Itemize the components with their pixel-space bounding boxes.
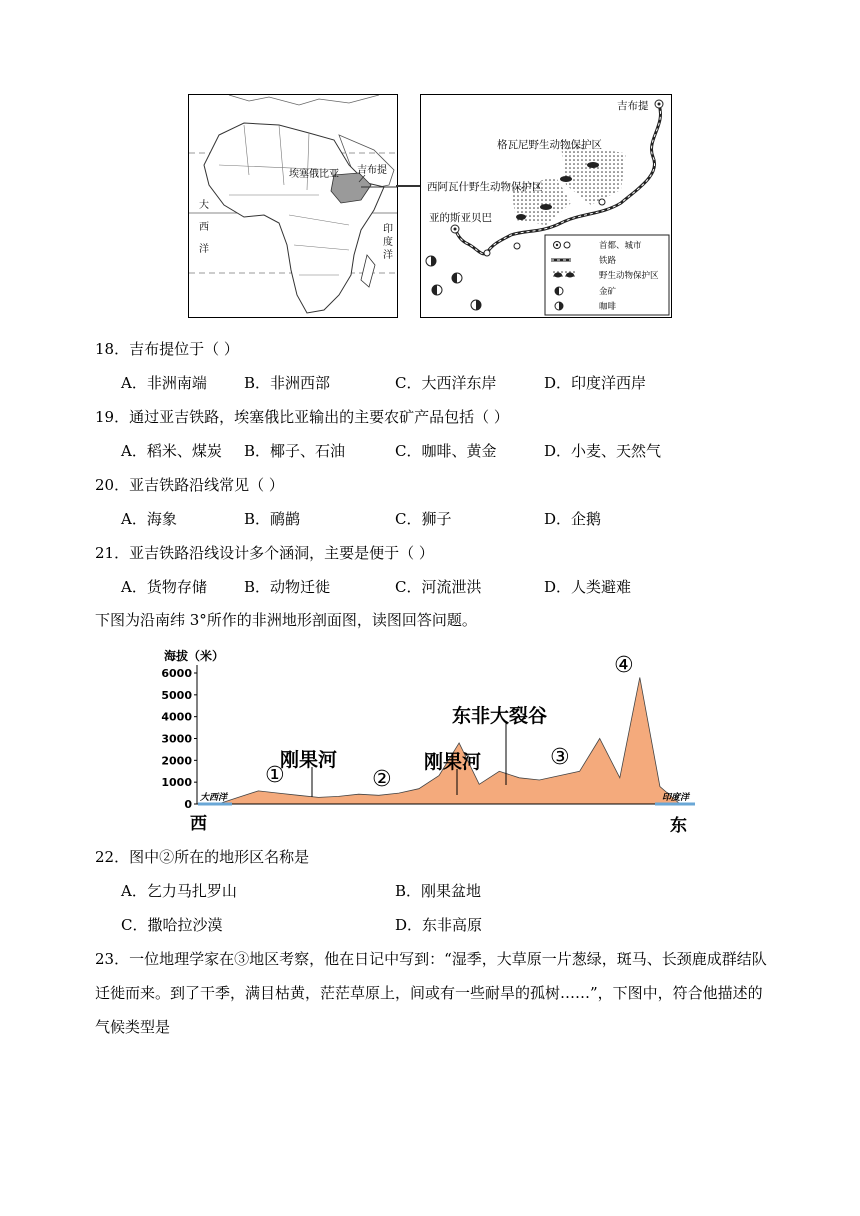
railway-inset-drawing xyxy=(421,95,671,317)
option-a[interactable]: A．非洲南端 xyxy=(121,374,207,392)
ethiopia-label: 埃塞俄比亚 xyxy=(289,169,339,180)
question-number: 23． xyxy=(95,950,130,968)
legend-reserve-label: 野生动物保护区 xyxy=(599,271,659,281)
atlantic-ocean-label xyxy=(199,195,209,261)
mark-1: ① xyxy=(265,763,285,788)
question-21 xyxy=(95,542,434,563)
question-number: 19． xyxy=(95,408,130,426)
y-tick-label: 2000 xyxy=(161,754,192,768)
indian-char: 洋 xyxy=(383,250,393,261)
question-number: 20． xyxy=(95,476,130,494)
option-a[interactable]: A．稻米、煤炭 xyxy=(121,442,222,460)
option-c[interactable]: C．咖啡、黄金 xyxy=(395,442,497,460)
rift-valley-label: 东非大裂谷 xyxy=(452,705,548,727)
y-tick-label: 4000 xyxy=(161,710,192,724)
addis-ababa-label: 亚的斯亚贝巴 xyxy=(429,212,492,224)
mark-4: ④ xyxy=(614,653,634,678)
indian-char: 印 xyxy=(383,224,393,235)
congo-river-label-2: 刚果河 xyxy=(424,751,482,773)
option-b[interactable]: B．椰子、石油 xyxy=(244,442,346,460)
question-stem: 亚吉铁路沿线常见（ ） xyxy=(129,476,284,494)
option-b[interactable]: B．动物迁徙 xyxy=(244,578,331,596)
legend-city-label: 首都、城市 xyxy=(599,241,642,251)
indian-label: 印度洋 xyxy=(662,793,690,803)
legend-railway-label: 铁路 xyxy=(599,256,617,266)
option-b[interactable]: B．刚果盆地 xyxy=(395,882,482,900)
question-number: 18． xyxy=(95,340,130,358)
mark-3: ③ xyxy=(550,745,570,770)
west-awash-reserve-label: 西阿瓦什野生动物保护区 xyxy=(427,181,543,193)
legend-gold-label: 金矿 xyxy=(599,287,617,297)
y-axis-ticks xyxy=(161,667,197,811)
atlantic-char: 大 xyxy=(199,200,209,211)
question-stem-line-1: 一位地理学家在③地区考察，他在日记中写到：“湿季，大草原一片葱绿，斑马、长颈鹿成群结队 xyxy=(129,950,767,968)
option-d[interactable]: D．企鹅 xyxy=(544,510,602,528)
question-19 xyxy=(95,406,509,427)
africa-map xyxy=(188,94,398,318)
grevy-reserve-label: 格瓦尼野生动物保护区 xyxy=(497,139,602,151)
west-label: 西 xyxy=(190,814,207,834)
option-b[interactable]: B．非洲西部 xyxy=(244,374,331,392)
map-connector-line xyxy=(396,185,421,187)
question-stem: 图中②所在的地形区名称是 xyxy=(129,848,310,866)
question-20 xyxy=(95,474,284,495)
question-stem: 亚吉铁路沿线设计多个涵洞，主要是便于（ ） xyxy=(129,544,434,562)
y-tick-label: 0 xyxy=(184,798,192,811)
option-b[interactable]: B．鸸鹋 xyxy=(244,510,301,528)
atlantic-char: 洋 xyxy=(199,244,209,255)
inset-djibouti-label: 吉布提 xyxy=(617,100,649,112)
legend-coffee-label: 咖啡 xyxy=(599,302,617,312)
east-label: 东 xyxy=(670,816,687,836)
y-tick-label: 1000 xyxy=(161,776,192,790)
question-number: 22． xyxy=(95,848,130,866)
y-tick-label: 5000 xyxy=(161,688,192,702)
option-c[interactable]: C．大西洋东岸 xyxy=(395,374,497,392)
mark-2: ② xyxy=(372,767,392,792)
question-stem: 通过亚吉铁路，埃塞俄比亚输出的主要农矿产品包括（ ） xyxy=(129,408,509,426)
africa-map-drawing xyxy=(189,95,397,317)
indian-char: 度 xyxy=(383,237,393,248)
option-c[interactable]: C．狮子 xyxy=(395,510,452,528)
option-a[interactable]: A．货物存储 xyxy=(121,578,207,596)
question-number: 21． xyxy=(95,544,130,562)
question-23-line-2: 迁徙而来。到了干季，满目枯黄，茫茫草原上，间或有一些耐旱的孤树……”，下图中，符合他描述的 xyxy=(95,984,763,1002)
question-22 xyxy=(95,846,309,867)
congo-river-label-1: 刚果河 xyxy=(280,749,338,771)
djibouti-label: 吉布提 xyxy=(357,165,387,176)
question-23 xyxy=(95,948,767,969)
y-tick-label: 3000 xyxy=(161,732,192,746)
option-c[interactable]: C．河流泄洪 xyxy=(395,578,482,596)
atlantic-char: 西 xyxy=(199,222,209,233)
option-a[interactable]: A．乞力马扎罗山 xyxy=(121,882,237,900)
y-tick-label: 6000 xyxy=(161,667,192,680)
option-a[interactable]: A．海象 xyxy=(121,510,177,528)
option-d[interactable]: D．东非高原 xyxy=(395,916,483,934)
indian-ocean-label xyxy=(383,223,393,262)
question-stem: 吉布提位于（ ） xyxy=(129,340,239,358)
option-d[interactable]: D．印度洋西岸 xyxy=(544,374,647,392)
railway-inset-map xyxy=(420,94,672,318)
question-18 xyxy=(95,338,239,359)
option-c[interactable]: C．撒哈拉沙漠 xyxy=(121,916,223,934)
terrain-profile-chart xyxy=(160,645,700,835)
option-d[interactable]: D．小麦、天然气 xyxy=(544,442,662,460)
profile-ylabel: 海拔（米） xyxy=(164,649,225,663)
profile-intro-text: 下图为沿南纬 3°所作的非洲地形剖面图，读图回答问题。 xyxy=(95,611,477,629)
option-d[interactable]: D．人类避难 xyxy=(544,578,632,596)
question-23-line-3: 气候类型是 xyxy=(95,1018,171,1036)
atlantic-label: 大西洋 xyxy=(200,793,228,803)
